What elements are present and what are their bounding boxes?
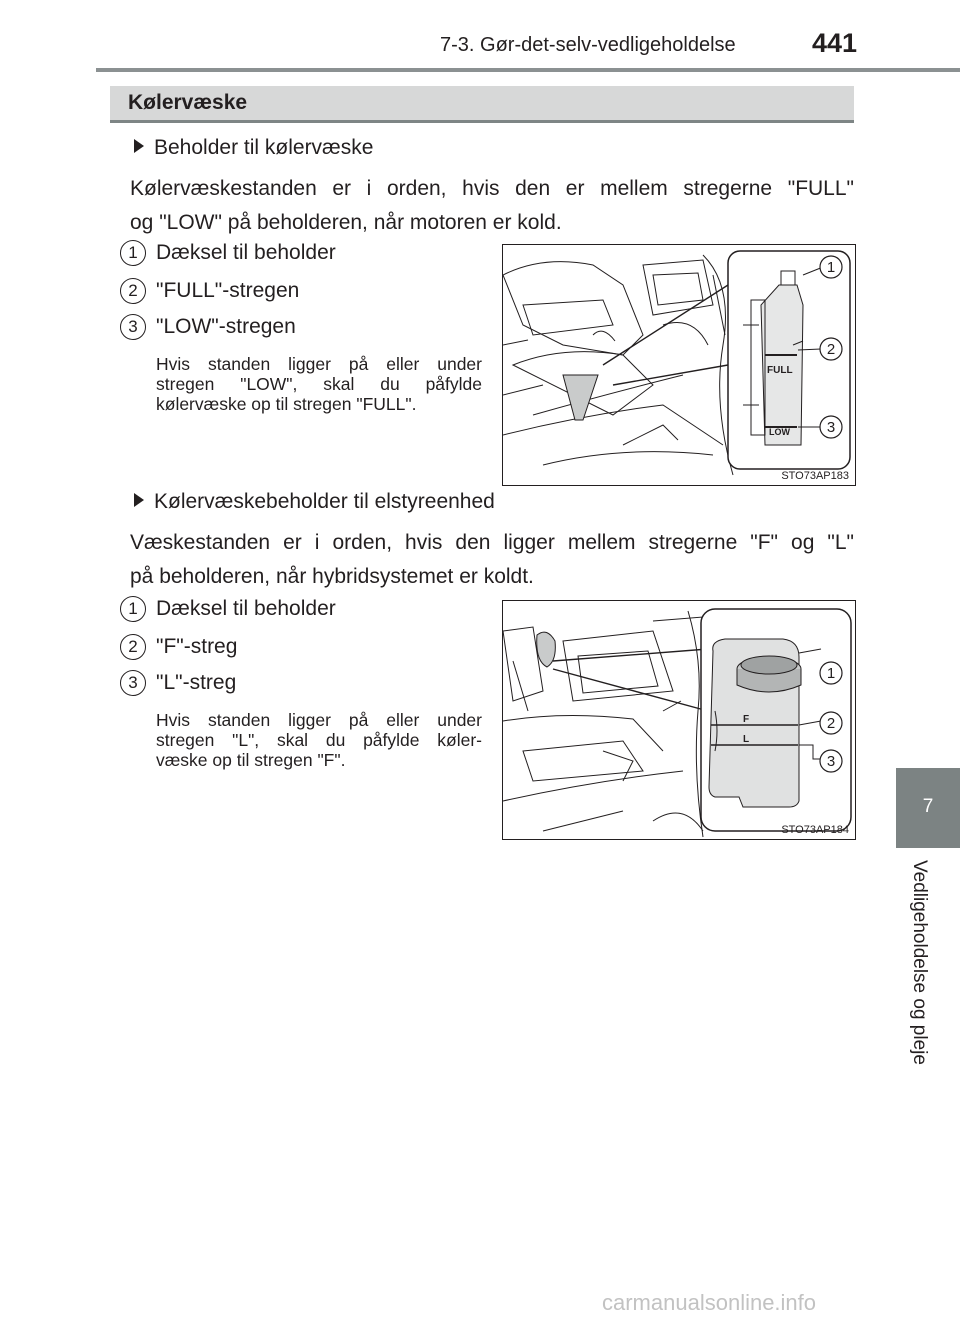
callout-number: 2 [120,634,146,660]
full-mark-label: FULL [767,365,793,376]
list-item: 3 "L"-streg [120,670,236,696]
f-mark-label: F [743,714,750,725]
callout-1: 1 [826,665,836,682]
engine-bay-illustration [503,245,855,485]
chapter-tab [896,768,960,848]
running-header: 7-3. Gør-det-selv-vedligeholdelse [440,34,736,56]
low-mark-label: LOW [769,427,790,437]
figure-code: STO73AP183 [781,470,849,482]
callout-2: 2 [826,715,836,732]
triangle-bullet-icon [134,493,144,507]
coolant-reservoir-figure [502,244,856,486]
inverter-coolant-reservoir-figure [502,600,856,840]
list-item: 1 Dæksel til beholder [120,596,336,622]
description-paragraph: Kølervæskestanden er i orden, hvis den er mellem stregerne "FULL" og "LOW" på beholderen, når motoren er kold. [130,177,854,234]
note-text: Hvis standen ligger på eller under stregen "L", skal du påfylde køler- væske op til stregen "F". [156,710,482,770]
subsection-heading: Beholder til kølervæske [134,136,373,160]
callout-number: 1 [120,240,146,266]
watermark: carmanualsonline.info [602,1290,817,1315]
list-item: 3 "LOW"-stregen [120,314,296,340]
callout-3: 3 [826,753,836,770]
callout-number: 3 [120,670,146,696]
subsection-heading: Kølervæskebeholder til elstyreenhed [134,490,495,514]
description-paragraph: Væskestanden er i orden, hvis den ligger mellem stregerne "F" og "L" på beholderen, når hybridsystemet er koldt. [130,531,854,588]
chapter-number: 7 [922,796,934,817]
list-item: 1 Dæksel til beholder [120,240,336,266]
page-number: 441 [812,28,858,58]
section-header [110,86,854,123]
note-text: Hvis standen ligger på eller under stregen "LOW", skal du påfylde kølervæske op til stregen "FULL". [156,354,482,414]
callout-number: 2 [120,278,146,304]
callout-3: 3 [826,419,836,436]
triangle-bullet-icon [134,139,144,153]
l-mark-label: L [743,734,750,745]
callout-1: 1 [826,259,836,276]
engine-bay-illustration [503,601,855,839]
section-title: Kølervæske [128,91,248,114]
chapter-label: Vedligeholdelse og pleje [909,860,930,1065]
callout-number: 3 [120,314,146,340]
header-rule [96,68,960,72]
list-item: 2 "FULL"-stregen [120,278,299,304]
figure-code: STO73AP184 [781,824,849,836]
list-item: 2 "F"-streg [120,634,237,660]
callout-2: 2 [826,341,836,358]
callout-number: 1 [120,596,146,622]
